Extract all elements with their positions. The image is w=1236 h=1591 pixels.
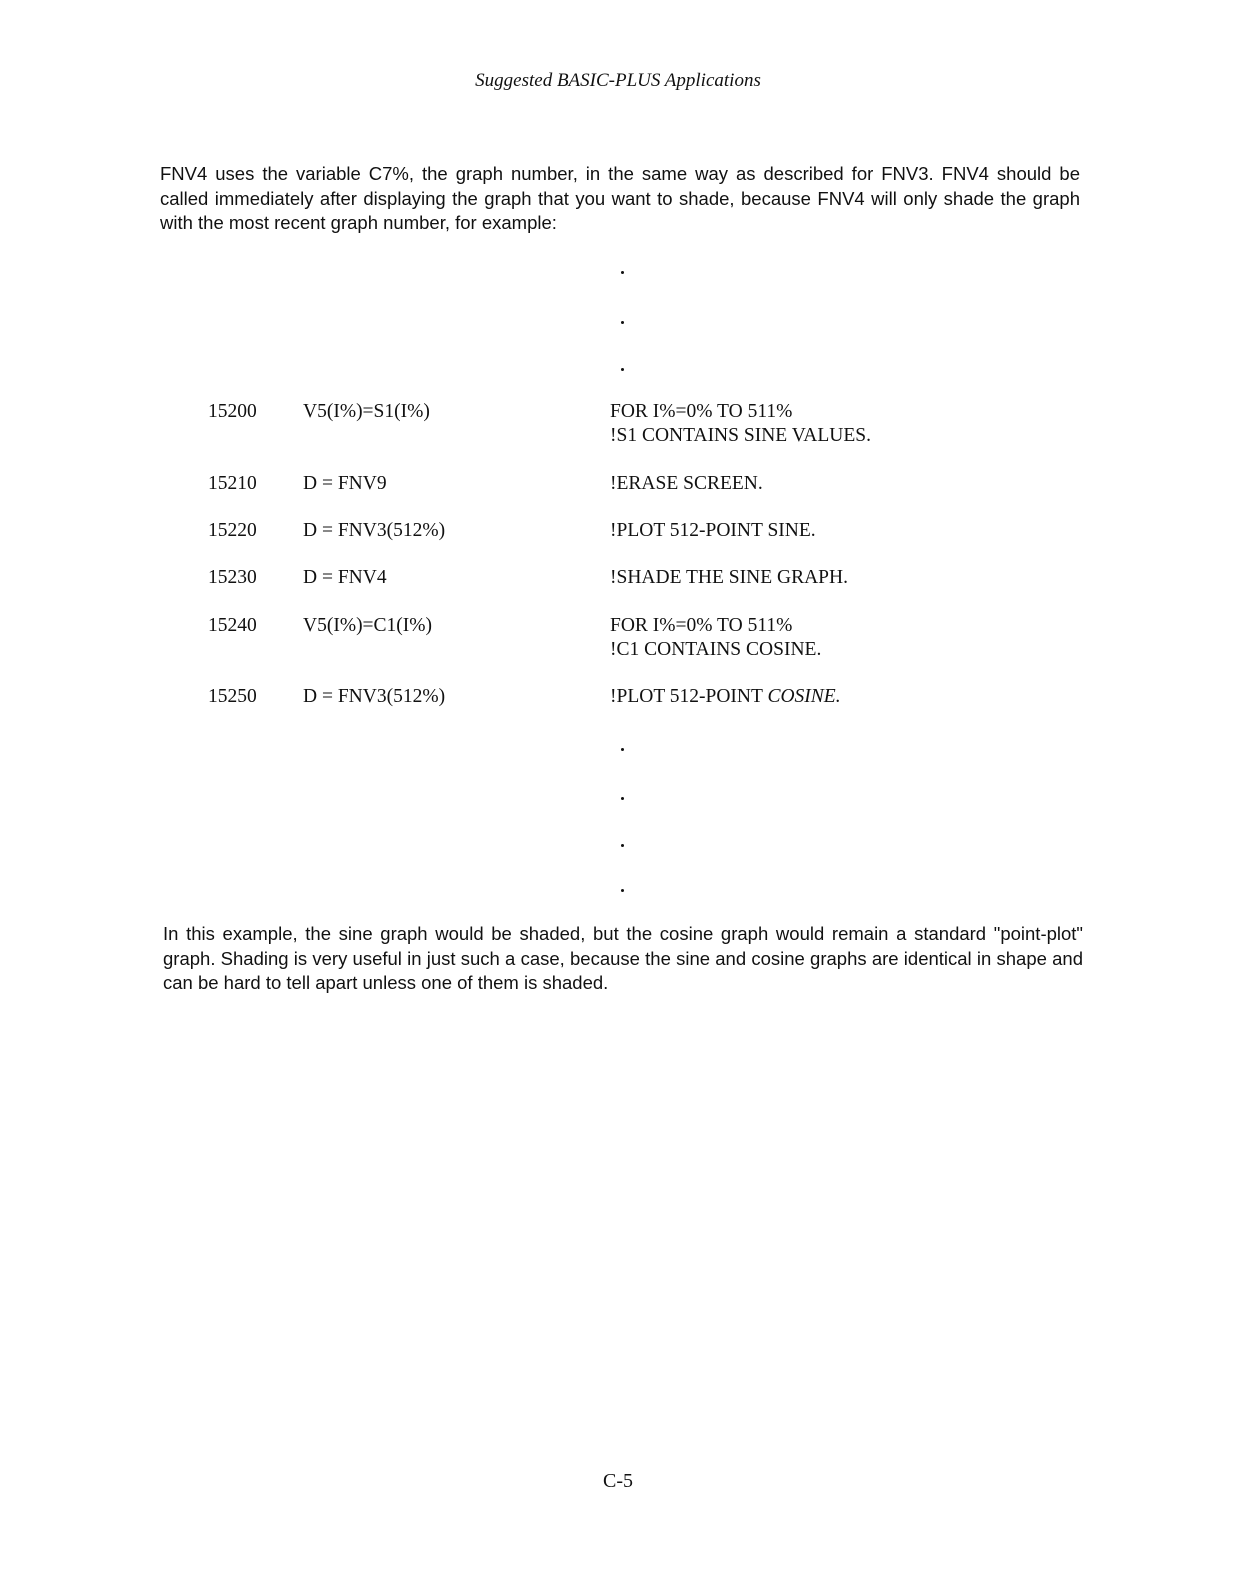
comment-italic-text: COSINE.: [767, 686, 841, 707]
ellipsis-dot: [621, 271, 624, 274]
line-number: 15200: [208, 401, 257, 422]
ellipsis-dot: [621, 321, 624, 324]
ellipsis-dot: [621, 748, 624, 751]
comment: [610, 685, 841, 710]
statement: D = FNV3(512%): [303, 520, 446, 541]
statement: D = FNV3(512%): [303, 686, 446, 707]
intro-paragraph: FNV4 uses the variable C7%, the graph number, in the same way as described for FNV3. FNV4 should be called immediately after displaying the graph that you want to shade, because FNV4 will only shade the graph with the most recent graph number, for example:: [160, 163, 1080, 233]
ellipsis-dot: [621, 889, 624, 892]
comment: !SHADE THE SINE GRAPH.: [610, 567, 848, 588]
comment-text: !PLOT 512-POINT: [610, 686, 768, 707]
comment: !C1 CONTAINS COSINE.: [610, 639, 822, 660]
running-head: Suggested BASIC-PLUS Applications: [475, 70, 761, 91]
explanation-paragraph: In this example, the sine graph would be shaded, but the cosine graph would remain a standard "point-plot" graph. Shading is very useful in just such a case, because the sine and cosine graphs are identical in shape and can be hard to tell apart unless one of them is shaded.: [163, 923, 1083, 993]
comment: FOR I%=0% TO 511%: [610, 401, 793, 422]
statement: V5(I%)=C1(I%): [303, 615, 433, 636]
line-number: 15230: [208, 567, 257, 588]
line-number: 15220: [208, 520, 257, 541]
ellipsis-dot: [621, 368, 624, 371]
comment: !ERASE SCREEN.: [610, 473, 763, 494]
statement: D = FNV4: [303, 567, 387, 588]
ellipsis-dot: [621, 797, 624, 800]
line-number: 15210: [208, 473, 257, 494]
statement: V5(I%)=S1(I%): [303, 401, 430, 422]
comment: FOR I%=0% TO 511%: [610, 615, 793, 636]
statement: D = FNV9: [303, 473, 387, 494]
line-number: 15240: [208, 615, 257, 636]
comment: !PLOT 512-POINT SINE.: [610, 520, 816, 541]
ellipsis-dot: [621, 844, 624, 847]
line-number: 15250: [208, 686, 257, 707]
page-number: C-5: [603, 1470, 633, 1492]
comment: !S1 CONTAINS SINE VALUES.: [610, 425, 871, 446]
